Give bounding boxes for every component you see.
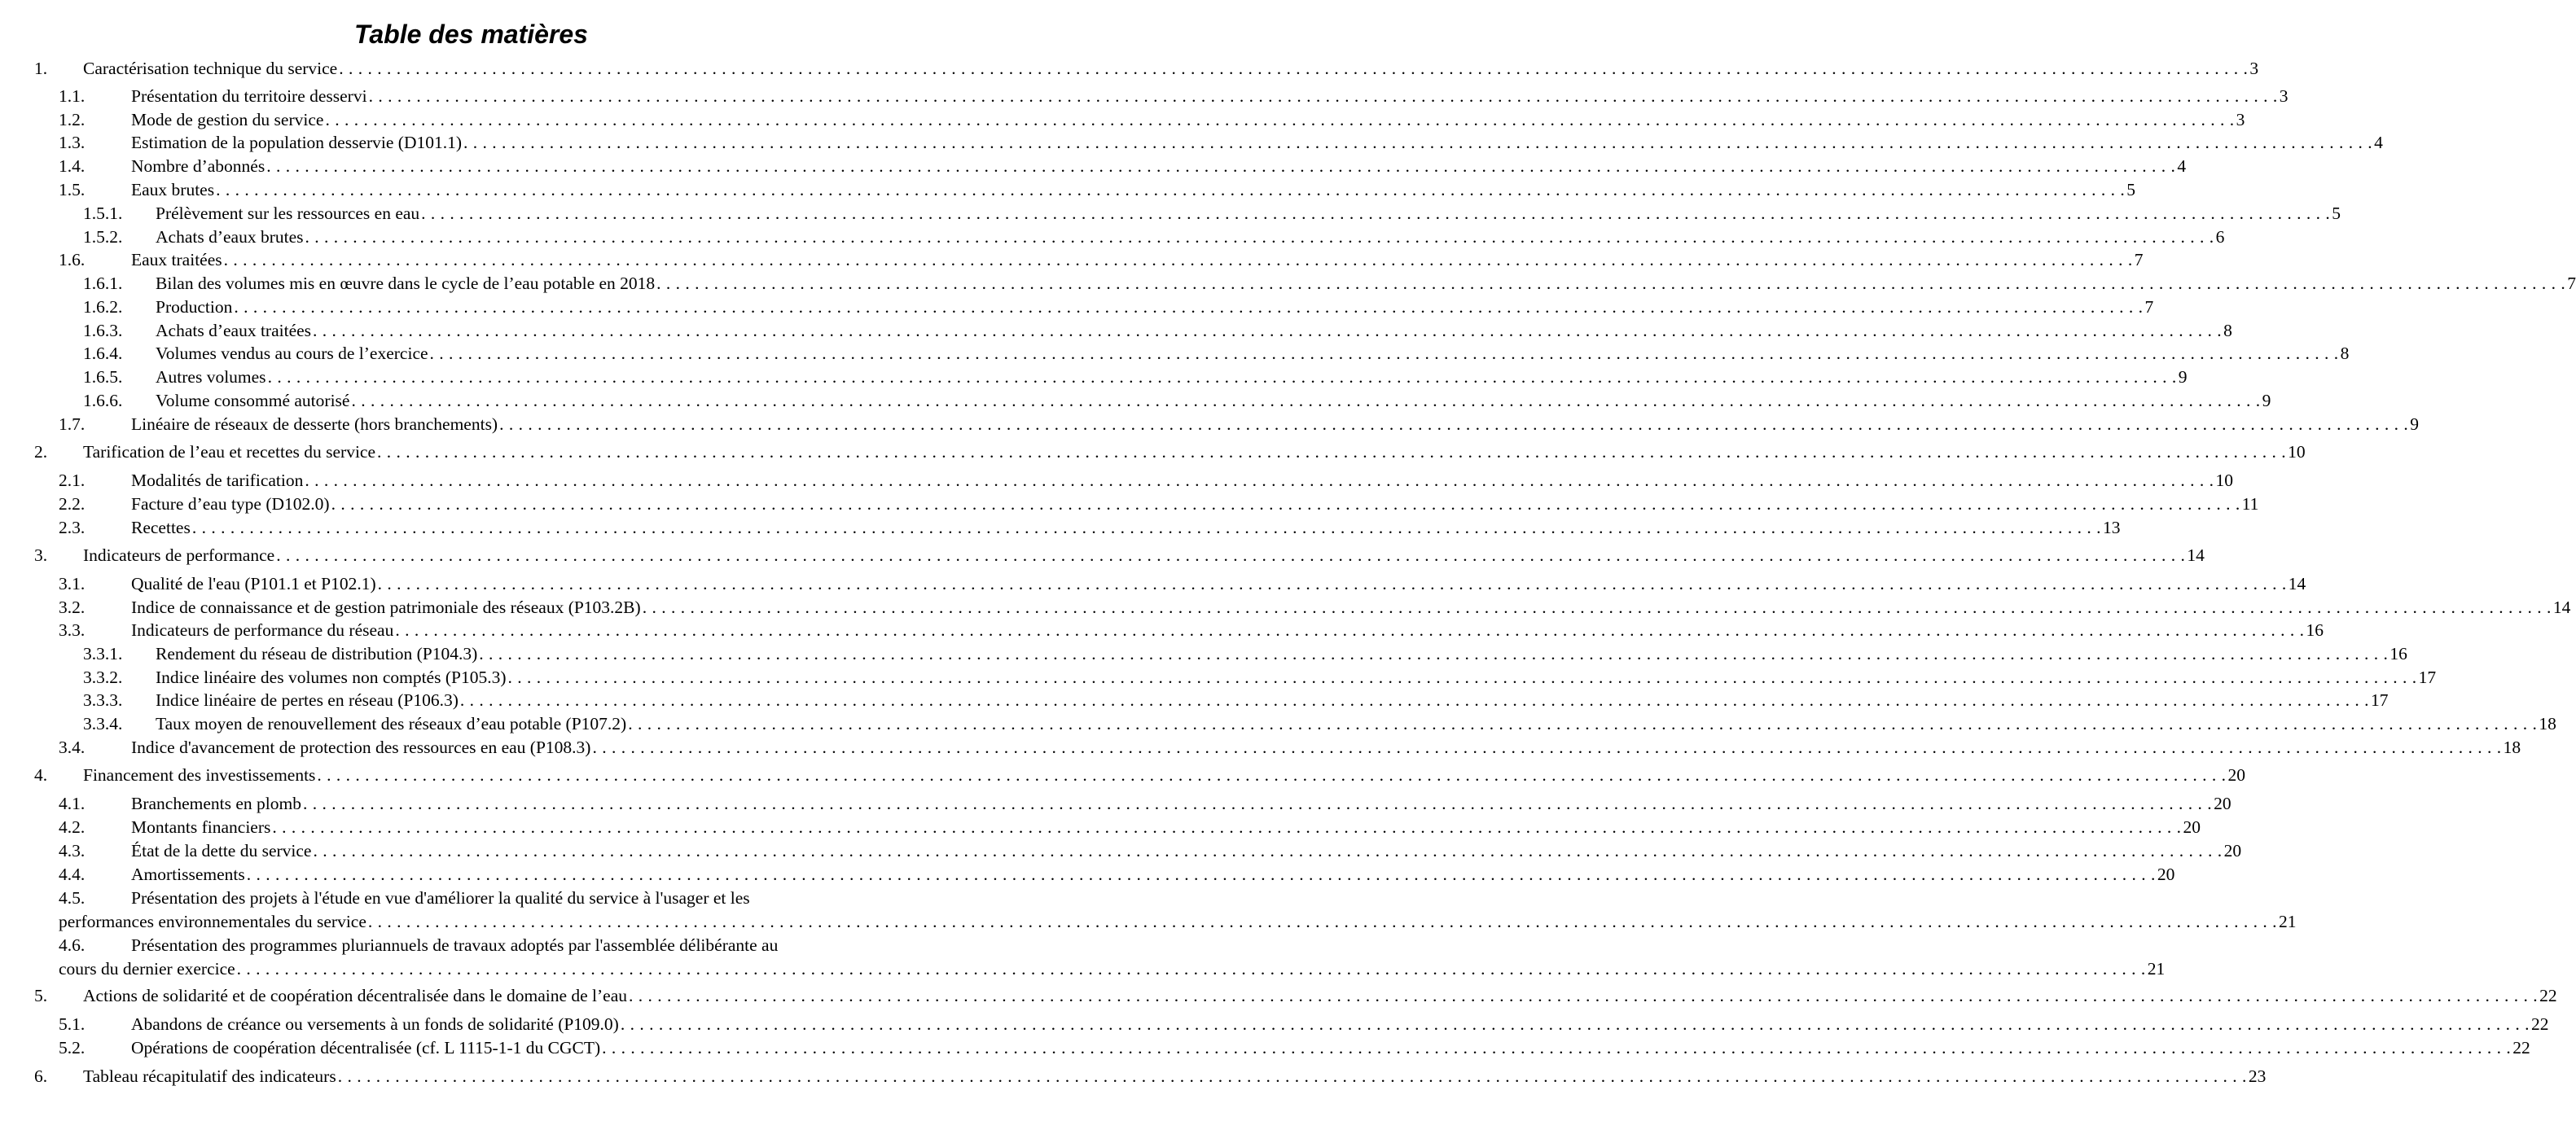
toc-entry-label: Tableau récapitulatif des indicateurs bbox=[83, 1065, 336, 1088]
toc-entry-number: 1.5.1. bbox=[83, 204, 123, 223]
dot-leader: . . . . . . . . . . . . . . . . . . . . . . . . . . . . . . . . . . . . . . . . . . . . . . . . . . . . . . . . . . . . . . . . . . . . . . . . . . . . . . . . . . . . . . . . . . . . . . . . . . . . . . . . . . . . . . . . . . . . . . . . . . . . . . . . . . . . . . . . . . . . . . . . . . . . . . . . . . . . . . . . . . . . . . . . . . . . . . . . . . . . . . . . . . . . . . . . . . . . . . . . bbox=[313, 321, 2223, 340]
toc-chapter[interactable] bbox=[0, 984, 2557, 1008]
toc-entry[interactable] bbox=[0, 366, 2188, 389]
toc-entry-page: 14 bbox=[2552, 598, 2571, 617]
dot-leader: . . . . . . . . . . . . . . . . . . . . . . . . . . . . . . . . . . . . . . . . . . . . . . . . . . . . . . . . . . . . . . . . . . . . . . . . . . . . . . . . . . . . . . . . . . . . . . . . . . . . . . . . . . . . . . . . . . . . . . . . . . . . . . . . . . . . . . . . . . . . . . . . . . . . . . . . . . . . . . . . . . . . . . . . . . . . . . . . . . . . . . . . . . . . . . . . . . . . . . . . bbox=[592, 738, 2502, 757]
toc-entry-number: 4.4. bbox=[59, 865, 86, 884]
toc-entry-number: 1.6.2. bbox=[83, 297, 123, 317]
toc-entry-page: 4 bbox=[2177, 156, 2187, 176]
toc-entry[interactable] bbox=[0, 572, 2306, 596]
toc-entry-label: Facture d’eau type (D102.0) bbox=[131, 493, 330, 516]
dot-leader: . . . . . . . . . . . . . . . . . . . . . . . . . . . . . . . . . . . . . . . . . . . . . . . . . . . . . . . . . . . . . . . . . . . . . . . . . . . . . . . . . . . . . . . . . . . . . . . . . . . . . . . . . . . . . . . . . . . . . . . . . . . . . . . . . . . . . . . . . . . . . . . . . . . . . . . . . . . . . . . . . . . . . . . . . . . . . . . . . . . . . . . . . . . . . . . . . . . . . . . . bbox=[267, 367, 2177, 387]
toc-entry-page: 7 bbox=[2144, 297, 2154, 317]
toc-entry-label: Indicateurs de performance bbox=[83, 544, 274, 567]
toc-entry-page: 20 bbox=[2157, 865, 2175, 884]
toc-entry-label: Tarification de l’eau et recettes du service bbox=[83, 440, 375, 464]
toc-entry-label: Actions de solidarité et de coopération décentralisée dans le domaine de l’eau bbox=[83, 984, 627, 1008]
toc-entry-label: Taux moyen de renouvellement des réseaux d’eau potable (P107.2) bbox=[156, 712, 626, 736]
toc-entry-number: 2.3. bbox=[59, 518, 86, 537]
toc-entry[interactable] bbox=[0, 863, 2175, 887]
toc-entry-page: 6 bbox=[2215, 227, 2225, 247]
toc-entry-continuation[interactable] bbox=[0, 957, 2166, 981]
toc-entry-page: 22 bbox=[2539, 986, 2557, 1005]
toc-entry[interactable] bbox=[0, 413, 2419, 436]
toc-entry-page: 14 bbox=[2288, 574, 2306, 593]
toc-entry[interactable] bbox=[0, 85, 2289, 108]
toc-entry-number: 1.6.1. bbox=[83, 274, 123, 293]
dot-leader: . . . . . . . . . . . . . . . . . . . . . . . . . . . . . . . . . . . . . . . . . . . . . . . . . . . . . . . . . . . . . . . . . . . . . . . . . . . . . . . . . . . . . . . . . . . . . . . . . . . . . . . . . . . . . . . . . . . . . . . . . . . . . . . . . . . . . . . . . . . . . . . . . . . . . . . . . . . . . . . . . . . . . . . . . . . . . . . . . . . . . . . . . . . . . . . . . . . . . . . . bbox=[479, 644, 2389, 663]
toc-entry-label-continuation: performances environnementales du service bbox=[59, 910, 366, 934]
toc-entry-label: Volume consommé autorisé bbox=[156, 389, 349, 413]
toc-entry-number: 1.7. bbox=[59, 414, 86, 434]
toc-entry-page: 13 bbox=[2102, 518, 2121, 537]
toc-entry-label: Amortissements bbox=[131, 863, 245, 887]
toc-entry-number: 3.3.2. bbox=[83, 668, 123, 687]
toc-entry-number: 3. bbox=[34, 545, 48, 565]
dot-leader: . . . . . . . . . . . . . . . . . . . . . . . . . . . . . . . . . . . . . . . . . . . . . . . . . . . . . . . . . . . . . . . . . . . . . . . . . . . . . . . . . . . . . . . . . . . . . . . . . . . . . . . . . . . . . . . . . . . . . . . . . . . . . . . . . . . . . . . . . . . . . . . . . . . . . . . . . . . . . . . . . . . . . . . . . . . . . . . . . . . . . . . . . . . . . . . . . . . . . . . . bbox=[266, 156, 2176, 176]
toc-entry-page: 8 bbox=[2223, 321, 2232, 340]
toc-entry-number: 4.5. bbox=[59, 888, 86, 908]
dot-leader: . . . . . . . . . . . . . . . . . . . . . . . . . . . . . . . . . . . . . . . . . . . . . . . . . . . . . . . . . . . . . . . . . . . . . . . . . . . . . . . . . . . . . . . . . . . . . . . . . . . . . . . . . . . . . . . . . . . . . . . . . . . . . . . . . . . . . . . . . . . . . . . . . . . . . . . . . . . . . . . . . . . . . . . . . . . . . . . . . . . . . . . . . . . . . . . . . . . . . . . . bbox=[191, 518, 2101, 537]
toc-entry-label: Indicateurs de performance du réseau bbox=[131, 619, 393, 642]
toc-entry[interactable] bbox=[0, 469, 2233, 493]
dot-leader: . . . . . . . . . . . . . . . . . . . . . . . . . . . . . . . . . . . . . . . . . . . . . . . . . . . . . . . . . . . . . . . . . . . . . . . . . . . . . . . . . . . . . . . . . . . . . . . . . . . . . . . . . . . . . . . . . . . . . . . . . . . . . . . . . . . . . . . . . . . . . . . . . . . . . . . . . . . . . . . . . . . . . . . . . . . . . . . . . . . . . . . . . . . . . . . . . . . . . . . . bbox=[463, 133, 2373, 152]
dot-leader: . . . . . . . . . . . . . . . . . . . . . . . . . . . . . . . . . . . . . . . . . . . . . . . . . . . . . . . . . . . . . . . . . . . . . . . . . . . . . . . . . . . . . . . . . . . . . . . . . . . . . . . . . . . . . . . . . . . . . . . . . . . . . . . . . . . . . . . . . . . . . . . . . . . . . . . . . . . . . . . . . . . . . . . . . . . . . . . . . . . . . . . . . . . . . . . . . . . . . . . . bbox=[429, 344, 2339, 363]
toc-entry-page: 3 bbox=[2279, 86, 2289, 106]
toc-entry-label: Caractérisation technique du service bbox=[83, 57, 337, 81]
toc-entry-page: 20 bbox=[2183, 817, 2201, 837]
toc-entry-page: 9 bbox=[2178, 367, 2188, 387]
toc-entry-number: 3.2. bbox=[59, 598, 86, 617]
toc-entry-label: Estimation de la population desservie (D101.1) bbox=[131, 131, 462, 155]
toc-entry-page: 4 bbox=[2374, 133, 2383, 152]
toc-chapter[interactable] bbox=[0, 57, 2259, 81]
toc-entry-page: 20 bbox=[2227, 765, 2246, 785]
toc-entry-page: 22 bbox=[2530, 1014, 2549, 1034]
toc-entry-label: Présentation des programmes pluriannuels de travaux adoptés par l'assemblée délibérante au bbox=[131, 935, 779, 955]
toc-chapter[interactable] bbox=[0, 1065, 2267, 1088]
toc-entry-number: 2.2. bbox=[59, 494, 86, 514]
dot-leader: . . . . . . . . . . . . . . . . . . . . . . . . . . . . . . . . . . . . . . . . . . . . . . . . . . . . . . . . . . . . . . . . . . . . . . . . . . . . . . . . . . . . . . . . . . . . . . . . . . . . . . . . . . . . . . . . . . . . . . . . . . . . . . . . . . . . . . . . . . . . . . . . . . . . . . . . . . . . . . . . . . . . . . . . . . . . . . . . . . . . . . . . . . . . . . . . . . . . . . . . bbox=[377, 442, 2287, 462]
toc-entry-label: Recettes bbox=[131, 516, 191, 540]
toc-entry-number: 1.6. bbox=[59, 250, 86, 269]
toc-entry-page: 16 bbox=[2389, 644, 2407, 663]
toc-entry[interactable] bbox=[0, 272, 2576, 296]
toc-entry-number: 2. bbox=[34, 442, 48, 462]
toc-entry-label: Eaux traitées bbox=[131, 248, 222, 272]
dot-leader: . . . . . . . . . . . . . . . . . . . . . . . . . . . . . . . . . . . . . . . . . . . . . . . . . . . . . . . . . . . . . . . . . . . . . . . . . . . . . . . . . . . . . . . . . . . . . . . . . . . . . . . . . . . . . . . . . . . . . . . . . . . . . . . . . . . . . . . . . . . . . . . . . . . . . . . . . . . . . . . . . . . . . . . . . . . . . . . . . . . . . . . . . . . . . . . . . . . . . . . . bbox=[620, 1014, 2530, 1034]
toc-entry-page: 10 bbox=[2288, 442, 2306, 462]
toc-entry-label: Modalités de tarification bbox=[131, 469, 303, 493]
toc-entry-label: Linéaire de réseaux de desserte (hors branchements) bbox=[131, 413, 498, 436]
toc-entry-page: 18 bbox=[2539, 714, 2556, 733]
toc-entry-label: Volumes vendus au cours de l’exercice bbox=[156, 342, 428, 366]
dot-leader: . . . . . . . . . . . . . . . . . . . . . . . . . . . . . . . . . . . . . . . . . . . . . . . . . . . . . . . . . . . . . . . . . . . . . . . . . . . . . . . . . . . . . . . . . . . . . . . . . . . . . . . . . . . . . . . . . . . . . . . . . . . . . . . . . . . . . . . . . . . . . . . . . . . . . . . . . . . . . . . . . . . . . . . . . . . . . . . . . . . . . . . . . . . . . . . . . . . . . . . . bbox=[302, 794, 2213, 813]
toc-entry[interactable] bbox=[0, 1013, 2549, 1036]
toc-entry-label: Rendement du réseau de distribution (P104.3) bbox=[156, 642, 477, 666]
toc-entry-label: Bilan des volumes mis en œuvre dans le cycle de l’eau potable en 2018 bbox=[156, 272, 655, 296]
toc-entry-number: 1. bbox=[34, 59, 48, 78]
toc-entry-label: Montants financiers bbox=[131, 816, 270, 839]
dot-leader: . . . . . . . . . . . . . . . . . . . . . . . . . . . . . . . . . . . . . . . . . . . . . . . . . . . . . . . . . . . . . . . . . . . . . . . . . . . . . . . . . . . . . . . . . . . . . . . . . . . . . . . . . . . . . . . . . . . . . . . . . . . . . . . . . . . . . . . . . . . . . . . . . . . . . . . . . . . . . . . . . . . . . . . . . . . . . . . . . . . . . . . . . . . . . . . . . . . . . . . . bbox=[337, 1066, 2247, 1086]
toc-entry-number: 3.3.3. bbox=[83, 690, 123, 710]
toc-entry-page: 5 bbox=[2332, 204, 2341, 223]
toc-entry-label: Abandons de créance ou versements à un fonds de solidarité (P109.0) bbox=[131, 1013, 619, 1036]
toc-entry-number: 1.6.4. bbox=[83, 344, 123, 363]
toc-entry-page: 8 bbox=[2340, 344, 2350, 363]
toc-entry-number: 1.4. bbox=[59, 156, 86, 176]
toc-entry-label: Indice linéaire des volumes non comptés (P105.3) bbox=[156, 666, 507, 690]
toc-chapter[interactable] bbox=[0, 440, 2306, 464]
toc-entry[interactable] bbox=[0, 493, 2259, 516]
toc-entry-page: 17 bbox=[2371, 690, 2389, 710]
dot-leader: . . . . . . . . . . . . . . . . . . . . . . . . . . . . . . . . . . . . . . . . . . . . . . . . . . . . . . . . . . . . . . . . . . . . . . . . . . . . . . . . . . . . . . . . . . . . . . . . . . . . . . . . . . . . . . . . . . . . . . . . . . . . . . . . . . . . . . . . . . . . . . . . . . . . . . . . . . . . . . . . . . . . . . . . . . . . . . . . . . . . . . . . . . . . . . . . . . . . . . . . bbox=[234, 297, 2144, 317]
toc-entry-label: Indice d'avancement de protection des ressources en eau (P108.3) bbox=[131, 736, 590, 760]
toc-entry-number: 4.6. bbox=[59, 935, 86, 955]
dot-leader: . . . . . . . . . . . . . . . . . . . . . . . . . . . . . . . . . . . . . . . . . . . . . . . . . . . . . . . . . . . . . . . . . . . . . . . . . . . . . . . . . . . . . . . . . . . . . . . . . . . . . . . . . . . . . . . . . . . . . . . . . . . . . . . . . . . . . . . . . . . . . . . . . . . . . . . . . . . . . . . . . . . . . . . . . . . . . . . . . . . . . . . . . . . . . . . . . . . . . . . . bbox=[272, 817, 2182, 837]
toc-entry-page: 21 bbox=[2147, 959, 2166, 979]
toc-entry-label: Nombre d’abonnés bbox=[131, 155, 265, 178]
toc-entry-label: Indice linéaire de pertes en réseau (P106.3) bbox=[156, 689, 459, 712]
toc-entry-number: 4.3. bbox=[59, 841, 86, 860]
toc-entry-number: 3.3. bbox=[59, 620, 86, 640]
toc-entry[interactable] bbox=[0, 342, 2350, 366]
toc-entry-label: État de la dette du service bbox=[131, 839, 311, 863]
toc-entry-number: 5.2. bbox=[59, 1038, 86, 1058]
toc-entry-page: 16 bbox=[2306, 620, 2324, 640]
toc-entry-page: 20 bbox=[2223, 841, 2242, 860]
dot-leader: . . . . . . . . . . . . . . . . . . . . . . . . . . . . . . . . . . . . . . . . . . . . . . . . . . . . . . . . . . . . . . . . . . . . . . . . . . . . . . . . . . . . . . . . . . . . . . . . . . . . . . . . . . . . . . . . . . . . . . . . . . . . . . . . . . . . . . . . . . . . . . . . . . . . . . . . . . . . . . . . . . . . . . . . . . . . . . . . . . . . . . . . . . . . . . . . . . . . . . . . bbox=[459, 690, 2370, 710]
toc-entry-label-continuation: cours du dernier exercice bbox=[59, 957, 235, 981]
toc-entry-page: 3 bbox=[2249, 59, 2259, 78]
toc-entry-number: 2.1. bbox=[59, 471, 86, 490]
dot-leader: . . . . . . . . . . . . . . . . . . . . . . . . . . . . . . . . . . . . . . . . . . . . . . . . . . . . . . . . . . . . . . . . . . . . . . . . . . . . . . . . . . . . . . . . . . . . . . . . . . . . . . . . . . . . . . . . . . . . . . . . . . . . . . . . . . . . . . . . . . . . . . . . . . . . . . . . . . . . . . . . . . . . . . . . . . . . . . . . . . . . . . . . . . . . . . . . . . . . . . . . bbox=[305, 227, 2214, 247]
toc-entry-page: 9 bbox=[2410, 414, 2419, 434]
toc-entry-label: Autres volumes bbox=[156, 366, 266, 389]
dot-leader: . . . . . . . . . . . . . . . . . . . . . . . . . . . . . . . . . . . . . . . . . . . . . . . . . . . . . . . . . . . . . . . . . . . . . . . . . . . . . . . . . . . . . . . . . . . . . . . . . . . . . . . . . . . . . . . . . . . . . . . . . . . . . . . . . . . . . . . . . . . . . . . . . . . . . . . . . . . . . . . . . . . . . . . . . . . . . . . . . . . . . . . . . . . . . . . . . . . . . . . . bbox=[507, 668, 2417, 687]
toc-entry[interactable] bbox=[0, 666, 2437, 690]
dot-leader: . . . . . . . . . . . . . . . . . . . . . . . . . . . . . . . . . . . . . . . . . . . . . . . . . . . . . . . . . . . . . . . . . . . . . . . . . . . . . . . . . . . . . . . . . . . . . . . . . . . . . . . . . . . . . . . . . . . . . . . . . . . . . . . . . . . . . . . . . . . . . . . . . . . . . . . . . . . . . . . . . . . . . . . . . . . . . . . . . . . . . . . . . . . . . . . . . . . . . . . . bbox=[276, 545, 2186, 565]
toc-entry-label: Opérations de coopération décentralisée (cf. L 1115-1-1 du CGCT) bbox=[131, 1036, 600, 1060]
toc-entry-page: 18 bbox=[2503, 738, 2521, 757]
toc-entry[interactable] bbox=[0, 839, 2242, 863]
dot-leader: . . . . . . . . . . . . . . . . . . . . . . . . . . . . . . . . . . . . . . . . . . . . . . . . . . . . . . . . . . . . . . . . . . . . . . . . . . . . . . . . . . . . . . . . . . . . . . . . . . . . . . . . . . . . . . . . . . . . . . . . . . . . . . . . . . . . . . . . . . . . . . . . . . . . . . . . . . . . . . . . . . . . . . . . . . . . . . . . . . . . . . . . . . . . . . . . . . . . . . . . bbox=[368, 86, 2278, 106]
dot-leader: . . . . . . . . . . . . . . . . . . . . . . . . . . . . . . . . . . . . . . . . . . . . . . . . . . . . . . . . . . . . . . . . . . . . . . . . . . . . . . . . . . . . . . . . . . . . . . . . . . . . . . . . . . . . . . . . . . . . . . . . . . . . . . . . . . . . . . . . . . . . . . . . . . . . . . . . . . . . . . . . . . . . . . . . . . . . . . . . . . . . . . . . . . . . . . . . . . . . . . . . bbox=[223, 250, 2133, 269]
toc-entry[interactable] bbox=[0, 202, 2341, 226]
toc-entry-number: 4.2. bbox=[59, 817, 86, 837]
toc-entry-number: 6. bbox=[34, 1066, 48, 1086]
dot-leader: . . . . . . . . . . . . . . . . . . . . . . . . . . . . . . . . . . . . . . . . . . . . . . . . . . . . . . . . . . . . . . . . . . . . . . . . . . . . . . . . . . . . . . . . . . . . . . . . . . . . . . . . . . . . . . . . . . . . . . . . . . . . . . . . . . . . . . . . . . . . . . . . . . . . . . . . . . . . . . . . . . . . . . . . . . . . . . . . . . . . . . . . . . . . . . . . . . . . . . . . bbox=[325, 110, 2235, 129]
toc-entry-number: 3.1. bbox=[59, 574, 86, 593]
toc-entry[interactable] bbox=[0, 226, 2225, 249]
toc-entry-continuation[interactable] bbox=[0, 910, 2297, 934]
toc-entry-label: Qualité de l'eau (P101.1 et P102.1) bbox=[131, 572, 376, 596]
toc-entry-label: Production bbox=[156, 296, 232, 319]
toc-entry[interactable] bbox=[0, 516, 2121, 540]
dot-leader: . . . . . . . . . . . . . . . . . . . . . . . . . . . . . . . . . . . . . . . . . . . . . . . . . . . . . . . . . . . . . . . . . . . . . . . . . . . . . . . . . . . . . . . . . . . . . . . . . . . . . . . . . . . . . . . . . . . . . . . . . . . . . . . . . . . . . . . . . . . . . . . . . . . . . . . . . . . . . . . . . . . . . . . . . . . . . . . . . . . . . . . . . . . . . . . . . . . . . . . . bbox=[395, 620, 2305, 640]
toc-entry[interactable] bbox=[0, 248, 2144, 272]
toc-entry-label: Achats d’eaux brutes bbox=[156, 226, 304, 249]
toc-entry-number: 1.6.6. bbox=[83, 391, 123, 410]
toc-title: Table des matières bbox=[354, 20, 588, 49]
toc-entry[interactable] bbox=[0, 619, 2324, 642]
toc-entry-number: 3.3.4. bbox=[83, 714, 123, 733]
toc-entry[interactable] bbox=[0, 712, 2556, 736]
toc-entry-page: 11 bbox=[2241, 494, 2259, 514]
toc-entry-page: 23 bbox=[2248, 1066, 2267, 1086]
toc-entry[interactable] bbox=[0, 131, 2383, 155]
toc-entry[interactable] bbox=[0, 736, 2521, 760]
toc-entry[interactable] bbox=[0, 642, 2407, 666]
dot-leader: . . . . . . . . . . . . . . . . . . . . . . . . . . . . . . . . . . . . . . . . . . . . . . . . . . . . . . . . . . . . . . . . . . . . . . . . . . . . . . . . . . . . . . . . . . . . . . . . . . . . . . . . . . . . . . . . . . . . . . . . . . . . . . . . . . . . . . . . . . . . . . . . . . . . . . . . . . . . . . . . . . . . . . . . . . . . . . . . . . . . . . . . . . . . . . . . . . . . . . . . bbox=[313, 841, 2223, 860]
toc-entry-page: 7 bbox=[2134, 250, 2144, 269]
dot-leader: . . . . . . . . . . . . . . . . . . . . . . . . . . . . . . . . . . . . . . . . . . . . . . . . . . . . . . . . . . . . . . . . . . . . . . . . . . . . . . . . . . . . . . . . . . . . . . . . . . . . . . . . . . . . . . . . . . . . . . . . . . . . . . . . . . . . . . . . . . . . . . . . . . . . . . . . . . . . . . . . . . . . . . . . . . . . . . . . . . . . . . . . . . . . . . . . . . . . . . . . bbox=[377, 574, 2287, 593]
dot-leader: . . . . . . . . . . . . . . . . . . . . . . . . . . . . . . . . . . . . . . . . . . . . . . . . . . . . . . . . . . . . . . . . . . . . . . . . . . . . . . . . . . . . . . . . . . . . . . . . . . . . . . . . . . . . . . . . . . . . . . . . . . . . . . . . . . . . . . . . . . . . . . . . . . . . . . . . . . . . . . . . . . . . . . . . . . . . . . . . . . . . . . . . . . . . . . . . . . . . . . . . bbox=[317, 765, 2227, 785]
dot-leader: . . . . . . . . . . . . . . . . . . . . . . . . . . . . . . . . . . . . . . . . . . . . . . . . . . . . . . . . . . . . . . . . . . . . . . . . . . . . . . . . . . . . . . . . . . . . . . . . . . . . . . . . . . . . . . . . . . . . . . . . . . . . . . . . . . . . . . . . . . . . . . . . . . . . . . . . . . . . . . . . . . . . . . . . . . . . . . . . . . . . . . . . . . . . . . . . . . . . . . . . bbox=[246, 865, 2156, 884]
toc-entry-page: 3 bbox=[2236, 110, 2245, 129]
dot-leader: . . . . . . . . . . . . . . . . . . . . . . . . . . . . . . . . . . . . . . . . . . . . . . . . . . . . . . . . . . . . . . . . . . . . . . . . . . . . . . . . . . . . . . . . . . . . . . . . . . . . . . . . . . . . . . . . . . . . . . . . . . . . . . . . . . . . . . . . . . . . . . . . . . . . . . . . . . . . . . . . . . . . . . . . . . . . . . . . . . . . . . . . . . . . . . . . . . . . . . . . bbox=[656, 274, 2566, 293]
toc-entry-label: Financement des investissements bbox=[83, 764, 315, 787]
toc-entry[interactable] bbox=[0, 934, 942, 957]
dot-leader: . . . . . . . . . . . . . . . . . . . . . . . . . . . . . . . . . . . . . . . . . . . . . . . . . . . . . . . . . . . . . . . . . . . . . . . . . . . . . . . . . . . . . . . . . . . . . . . . . . . . . . . . . . . . . . . . . . . . . . . . . . . . . . . . . . . . . . . . . . . . . . . . . . . . . . . . . . . . . . . . . . . . . . . . . . . . . . . . . . . . . . . . . . . . . . . . . . . . . . . . bbox=[421, 204, 2331, 223]
toc-entry-number: 1.5.2. bbox=[83, 227, 123, 247]
dot-leader: . . . . . . . . . . . . . . . . . . . . . . . . . . . . . . . . . . . . . . . . . . . . . . . . . . . . . . . . . . . . . . . . . . . . . . . . . . . . . . . . . . . . . . . . . . . . . . . . . . . . . . . . . . . . . . . . . . . . . . . . . . . . . . . . . . . . . . . . . . . . . . . . . . . . . . . . . . . . . . . . . . . . . . . . . . . . . . . . . . . . . . . . . . . . . . . . . . . . . . . . bbox=[499, 414, 2409, 434]
dot-leader: . . . . . . . . . . . . . . . . . . . . . . . . . . . . . . . . . . . . . . . . . . . . . . . . . . . . . . . . . . . . . . . . . . . . . . . . . . . . . . . . . . . . . . . . . . . . . . . . . . . . . . . . . . . . . . . . . . . . . . . . . . . . . . . . . . . . . . . . . . . . . . . . . . . . . . . . . . . . . . . . . . . . . . . . . . . . . . . . . . . . . . . . . . . . . . . . . . . . . . . . bbox=[602, 1038, 2512, 1058]
toc-entry-number: 4.1. bbox=[59, 794, 86, 813]
toc-entry-page: 20 bbox=[2214, 794, 2232, 813]
toc-entry-number: 1.3. bbox=[59, 133, 86, 152]
toc-entry-number: 3.3.1. bbox=[83, 644, 123, 663]
toc-entry-number: 1.5. bbox=[59, 180, 86, 199]
toc-entry-page: 21 bbox=[2279, 912, 2297, 931]
toc-entry-number: 1.1. bbox=[59, 86, 86, 106]
dot-leader: . . . . . . . . . . . . . . . . . . . . . . . . . . . . . . . . . . . . . . . . . . . . . . . . . . . . . . . . . . . . . . . . . . . . . . . . . . . . . . . . . . . . . . . . . . . . . . . . . . . . . . . . . . . . . . . . . . . . . . . . . . . . . . . . . . . . . . . . . . . . . . . . . . . . . . . . . . . . . . . . . . . . . . . . . . . . . . . . . . . . . . . . . . . . . . . . . . . . . . . . bbox=[629, 986, 2539, 1005]
toc-entry-page: 5 bbox=[2126, 180, 2135, 199]
toc-entry[interactable] bbox=[0, 887, 942, 910]
dot-leader: . . . . . . . . . . . . . . . . . . . . . . . . . . . . . . . . . . . . . . . . . . . . . . . . . . . . . . . . . . . . . . . . . . . . . . . . . . . . . . . . . . . . . . . . . . . . . . . . . . . . . . . . . . . . . . . . . . . . . . . . . . . . . . . . . . . . . . . . . . . . . . . . . . . . . . . . . . . . . . . . . . . . . . . . . . . . . . . . . . . . . . . . . . . . . . . . . . . . . . . . bbox=[642, 598, 2552, 617]
toc-entry-page: 10 bbox=[2215, 471, 2233, 490]
dot-leader: . . . . . . . . . . . . . . . . . . . . . . . . . . . . . . . . . . . . . . . . . . . . . . . . . . . . . . . . . . . . . . . . . . . . . . . . . . . . . . . . . . . . . . . . . . . . . . . . . . . . . . . . . . . . . . . . . . . . . . . . . . . . . . . . . . . . . . . . . . . . . . . . . . . . . . . . . . . . . . . . . . . . . . . . . . . . . . . . . . . . . . . . . . . . . . . . . . . . . . . . bbox=[236, 959, 2146, 979]
toc-entry[interactable] bbox=[0, 389, 2271, 413]
toc-entry-number: 5. bbox=[34, 986, 48, 1005]
toc-entry-number: 1.6.3. bbox=[83, 321, 123, 340]
toc-entry-label: Achats d’eaux traitées bbox=[156, 319, 311, 343]
toc-entry-page: 22 bbox=[2512, 1038, 2530, 1058]
toc-entry[interactable] bbox=[0, 689, 2389, 712]
toc-entry-number: 3.4. bbox=[59, 738, 86, 757]
dot-leader: . . . . . . . . . . . . . . . . . . . . . . . . . . . . . . . . . . . . . . . . . . . . . . . . . . . . . . . . . . . . . . . . . . . . . . . . . . . . . . . . . . . . . . . . . . . . . . . . . . . . . . . . . . . . . . . . . . . . . . . . . . . . . . . . . . . . . . . . . . . . . . . . . . . . . . . . . . . . . . . . . . . . . . . . . . . . . . . . . . . . . . . . . . . . . . . . . . . . . . . . bbox=[367, 912, 2278, 931]
toc-entry[interactable] bbox=[0, 178, 2135, 202]
toc-chapter[interactable] bbox=[0, 544, 2205, 567]
dot-leader: . . . . . . . . . . . . . . . . . . . . . . . . . . . . . . . . . . . . . . . . . . . . . . . . . . . . . . . . . . . . . . . . . . . . . . . . . . . . . . . . . . . . . . . . . . . . . . . . . . . . . . . . . . . . . . . . . . . . . . . . . . . . . . . . . . . . . . . . . . . . . . . . . . . . . . . . . . . . . . . . . . . . . . . . . . . . . . . . . . . . . . . . . . . . . . . . . . . . . . . . bbox=[305, 471, 2214, 490]
toc-entry-label: Eaux brutes bbox=[131, 178, 214, 202]
dot-leader: . . . . . . . . . . . . . . . . . . . . . . . . . . . . . . . . . . . . . . . . . . . . . . . . . . . . . . . . . . . . . . . . . . . . . . . . . . . . . . . . . . . . . . . . . . . . . . . . . . . . . . . . . . . . . . . . . . . . . . . . . . . . . . . . . . . . . . . . . . . . . . . . . . . . . . . . . . . . . . . . . . . . . . . . . . . . . . . . . . . . . . . . . . . . . . . . . . . . . . . . bbox=[331, 494, 2240, 514]
toc-entry[interactable] bbox=[0, 1036, 2530, 1060]
dot-leader: . . . . . . . . . . . . . . . . . . . . . . . . . . . . . . . . . . . . . . . . . . . . . . . . . . . . . . . . . . . . . . . . . . . . . . . . . . . . . . . . . . . . . . . . . . . . . . . . . . . . . . . . . . . . . . . . . . . . . . . . . . . . . . . . . . . . . . . . . . . . . . . . . . . . . . . . . . . . . . . . . . . . . . . . . . . . . . . . . . . . . . . . . . . . . . . . . . . . . . . . bbox=[351, 391, 2261, 410]
toc-entry-page: 9 bbox=[2262, 391, 2271, 410]
toc-entry-label: Présentation du territoire desservi bbox=[131, 85, 367, 108]
dot-leader: . . . . . . . . . . . . . . . . . . . . . . . . . . . . . . . . . . . . . . . . . . . . . . . . . . . . . . . . . . . . . . . . . . . . . . . . . . . . . . . . . . . . . . . . . . . . . . . . . . . . . . . . . . . . . . . . . . . . . . . . . . . . . . . . . . . . . . . . . . . . . . . . . . . . . . . . . . . . . . . . . . . . . . . . . . . . . . . . . . . . . . . . . . . . . . . . . . . . . . . . bbox=[628, 714, 2538, 733]
toc-entry-page: 14 bbox=[2187, 545, 2205, 565]
toc-entry[interactable] bbox=[0, 296, 2154, 319]
toc-entry-label: Prélèvement sur les ressources en eau bbox=[156, 202, 419, 226]
toc-entry-number: 5.1. bbox=[59, 1014, 86, 1034]
toc-entry-label: Mode de gestion du service bbox=[131, 108, 323, 132]
toc-entry[interactable] bbox=[0, 155, 2187, 178]
toc-entry[interactable] bbox=[0, 792, 2232, 816]
toc-entry[interactable] bbox=[0, 108, 2245, 132]
toc-entry-number: 1.6.5. bbox=[83, 367, 123, 387]
toc-entry-number: 1.2. bbox=[59, 110, 86, 129]
toc-entry-label: Indice de connaissance et de gestion patrimoniale des réseaux (P103.2B) bbox=[131, 596, 641, 620]
toc-chapter[interactable] bbox=[0, 764, 2246, 787]
toc-entry-page: 17 bbox=[2418, 668, 2437, 687]
dot-leader: . . . . . . . . . . . . . . . . . . . . . . . . . . . . . . . . . . . . . . . . . . . . . . . . . . . . . . . . . . . . . . . . . . . . . . . . . . . . . . . . . . . . . . . . . . . . . . . . . . . . . . . . . . . . . . . . . . . . . . . . . . . . . . . . . . . . . . . . . . . . . . . . . . . . . . . . . . . . . . . . . . . . . . . . . . . . . . . . . . . . . . . . . . . . . . . . . . . . . . . . bbox=[216, 180, 2126, 199]
toc-entry-page: 7 bbox=[2567, 274, 2576, 293]
toc-entry-label: Présentation des projets à l'étude en vue d'améliorer la qualité du service à l'usager et les bbox=[131, 888, 750, 908]
dot-leader: . . . . . . . . . . . . . . . . . . . . . . . . . . . . . . . . . . . . . . . . . . . . . . . . . . . . . . . . . . . . . . . . . . . . . . . . . . . . . . . . . . . . . . . . . . . . . . . . . . . . . . . . . . . . . . . . . . . . . . . . . . . . . . . . . . . . . . . . . . . . . . . . . . . . . . . . . . . . . . . . . . . . . . . . . . . . . . . . . . . . . . . . . . . . . . . . . . . . . . . . bbox=[339, 59, 2249, 78]
toc-entry-number: 4. bbox=[34, 765, 48, 785]
toc-entry[interactable] bbox=[0, 596, 2571, 620]
toc-entry[interactable] bbox=[0, 319, 2232, 343]
toc-entry[interactable] bbox=[0, 816, 2201, 839]
toc-entry-label: Branchements en plomb bbox=[131, 792, 301, 816]
